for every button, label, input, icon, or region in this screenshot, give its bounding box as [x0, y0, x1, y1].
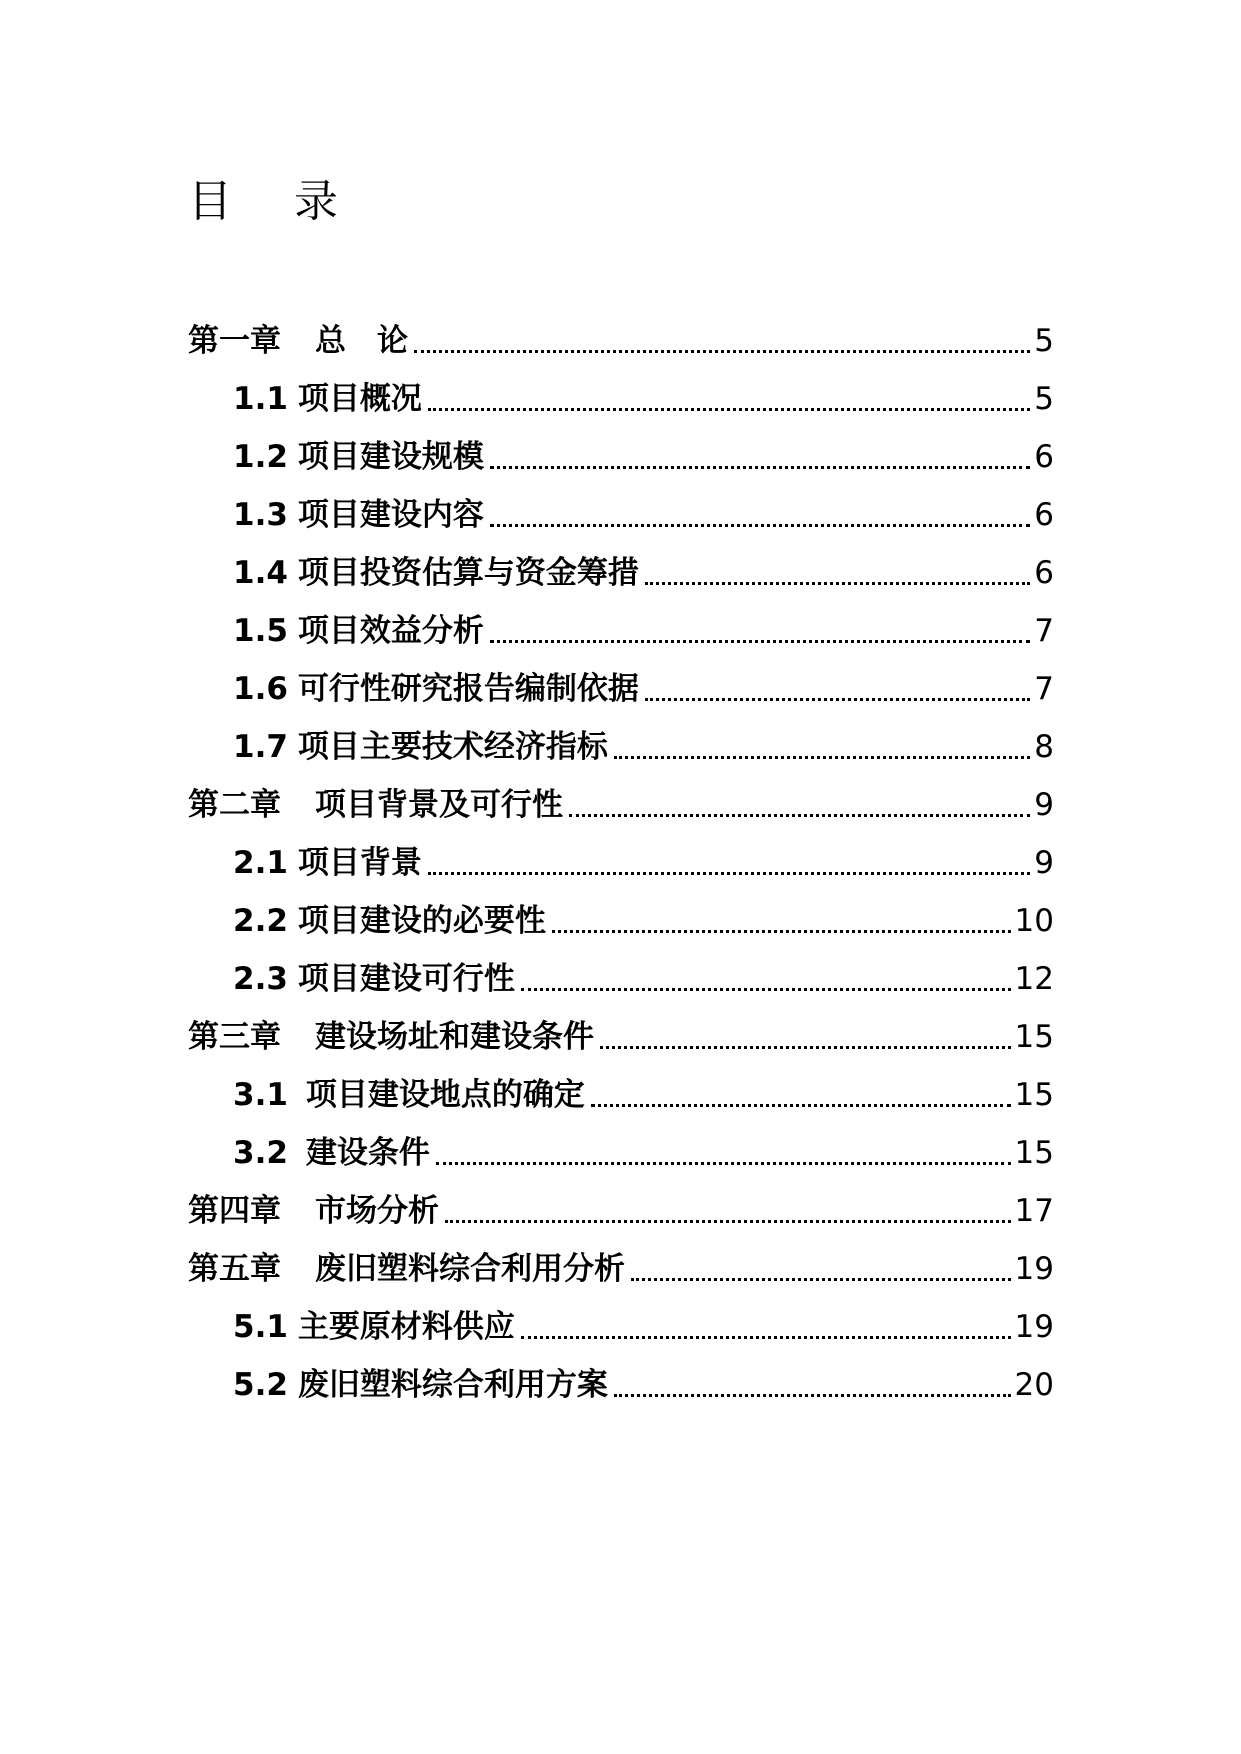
toc-leader-dots: [428, 872, 1030, 875]
toc-page-number: 5: [1034, 381, 1054, 417]
toc-page-number: 19: [1014, 1251, 1054, 1287]
toc-entry-title: 项目投资估算与资金筹措: [297, 555, 639, 591]
toc-leader-dots: [521, 1336, 1011, 1339]
toc-entry-number: 1.2: [233, 439, 288, 475]
toc-entry-label: [233, 666, 639, 712]
toc-page-number: 20: [1014, 1367, 1054, 1403]
toc-entry-number: 1.4: [233, 555, 288, 591]
toc-entry-title: 总 论: [315, 323, 408, 359]
toc-entry-title: 项目建设内容: [297, 497, 484, 533]
toc-page-number: 8: [1034, 729, 1054, 765]
toc-entry-number: 1.3: [233, 497, 288, 533]
toc-entry-title: 项目建设地点的确定: [305, 1077, 585, 1113]
toc-entry-number: 1.5: [233, 613, 288, 649]
toc-entry-label: [233, 1362, 608, 1408]
toc-page-number: 15: [1014, 1077, 1054, 1113]
toc-entry-number: 2.2: [233, 903, 288, 939]
toc-entry-title: 项目背景及可行性: [315, 787, 563, 823]
toc-entry-1-6[interactable]: [233, 666, 1054, 712]
toc-page-number: 10: [1014, 903, 1054, 939]
toc-entry-title: 市场分析: [315, 1193, 439, 1229]
toc-leader-dots: [645, 582, 1030, 585]
toc-entry-chapter-3[interactable]: [188, 1014, 1054, 1060]
toc-entry-label: [233, 1130, 430, 1176]
toc-entry-chapter-2[interactable]: [188, 782, 1054, 828]
toc-entry-label: [188, 1014, 594, 1060]
toc-entry-number: 2.1: [233, 845, 288, 881]
toc-leader-dots: [591, 1104, 1011, 1107]
toc-page-number: 9: [1034, 787, 1054, 823]
toc-page-number: 6: [1034, 439, 1054, 475]
toc-leader-dots: [645, 698, 1030, 701]
toc-entry-number: 第二章: [188, 787, 281, 823]
toc-entry-3-1[interactable]: [233, 1072, 1054, 1118]
toc-heading-char-2: 录: [294, 176, 338, 227]
toc-entry-label: [233, 724, 608, 770]
toc-entry-label: [233, 608, 484, 654]
toc-entry-chapter-1[interactable]: [188, 318, 1054, 364]
toc-leader-dots: [521, 988, 1011, 991]
toc-entry-5-1[interactable]: [233, 1304, 1054, 1350]
toc-entry-title: 项目背景: [297, 845, 422, 881]
toc-entry-label: [188, 782, 563, 828]
toc-entry-2-2[interactable]: [233, 898, 1054, 944]
toc-entry-number: 3.2: [233, 1135, 288, 1171]
toc-entry-title: 废旧塑料综合利用方案: [297, 1367, 608, 1403]
toc-leader-dots: [436, 1162, 1011, 1165]
toc-entry-label: [188, 1188, 439, 1234]
toc-entry-title: 项目建设规模: [297, 439, 484, 475]
toc-leader-dots: [569, 814, 1030, 817]
toc-leader-dots: [490, 524, 1030, 527]
toc-leader-dots: [428, 408, 1030, 411]
toc-entry-number: 1.7: [233, 729, 288, 765]
toc-page-number: 12: [1014, 961, 1054, 997]
toc-entry-2-1[interactable]: [233, 840, 1054, 886]
toc-entry-label: [233, 1304, 515, 1350]
toc-leader-dots: [552, 930, 1011, 933]
toc-entry-title: 可行性研究报告编制依据: [297, 671, 639, 707]
toc-entry-title: 主要原材料供应: [297, 1309, 515, 1345]
toc-entry-label: [233, 898, 546, 944]
toc-entry-label: [233, 376, 422, 422]
toc-page-number: 17: [1014, 1193, 1054, 1229]
toc-entry-label: [233, 956, 515, 1002]
toc-page-number: 19: [1014, 1309, 1054, 1345]
toc-entry-title: 项目建设的必要性: [297, 903, 546, 939]
toc-page-number: 9: [1034, 845, 1054, 881]
toc-leader-dots: [490, 466, 1030, 469]
toc-leader-dots: [445, 1220, 1011, 1223]
toc-entry-title: 项目主要技术经济指标: [297, 729, 608, 765]
toc-entry-number: 第一章: [188, 323, 281, 359]
toc-entry-3-2[interactable]: [233, 1130, 1054, 1176]
toc-entry-chapter-5[interactable]: [188, 1246, 1054, 1292]
toc-entry-label: [233, 492, 484, 538]
toc-page-number: 6: [1034, 497, 1054, 533]
toc-entry-number: 1.1: [233, 381, 288, 417]
toc-entry-label: [188, 318, 408, 364]
toc-entry-5-2[interactable]: [233, 1362, 1054, 1408]
toc-entry-1-5[interactable]: [233, 608, 1054, 654]
toc-entry-title: 废旧塑料综合利用分析: [315, 1251, 625, 1287]
toc-entry-label: [233, 1072, 585, 1118]
toc-leader-dots: [614, 1394, 1011, 1397]
toc-leader-dots: [614, 756, 1030, 759]
toc-entry-label: [188, 1246, 625, 1292]
toc-entry-1-1[interactable]: [233, 376, 1054, 422]
toc-entry-number: 3.1: [233, 1077, 288, 1113]
toc-entry-1-4[interactable]: [233, 550, 1054, 596]
toc-leader-dots: [631, 1278, 1011, 1281]
toc-leader-dots: [600, 1046, 1011, 1049]
toc-page-number: 7: [1034, 671, 1054, 707]
toc-entry-number: 1.6: [233, 671, 288, 707]
toc-entry-label: [233, 434, 484, 480]
toc-entry-chapter-4[interactable]: [188, 1188, 1054, 1234]
toc-entry-number: 5.1: [233, 1309, 288, 1345]
toc-entry-number: 第四章: [188, 1193, 281, 1229]
toc-page-number: 5: [1034, 323, 1054, 359]
toc-entry-number: 5.2: [233, 1367, 288, 1403]
toc-entry-1-3[interactable]: [233, 492, 1054, 538]
toc-entry-number: 第三章: [188, 1019, 281, 1055]
toc-entry-title: 项目建设可行性: [297, 961, 515, 997]
toc-entry-label: [233, 550, 639, 596]
toc-entry-label: [233, 840, 422, 886]
toc-leader-dots: [490, 640, 1030, 643]
toc-entry-1-2[interactable]: [233, 434, 1054, 480]
toc-heading-char-1: 目: [188, 176, 232, 227]
toc-leader-dots: [414, 350, 1030, 353]
toc-entry-number: 第五章: [188, 1251, 281, 1287]
toc-entry-1-7[interactable]: [233, 724, 1054, 770]
toc-entry-title: 建设场址和建设条件: [315, 1019, 594, 1055]
toc-heading: [188, 172, 338, 232]
toc-entry-2-3[interactable]: [233, 956, 1054, 1002]
toc-entry-title: 建设条件: [305, 1135, 430, 1171]
toc-entry-title: 项目效益分析: [297, 613, 484, 649]
toc-page-number: 15: [1014, 1135, 1054, 1171]
toc-page-number: 15: [1014, 1019, 1054, 1055]
toc-entry-title: 项目概况: [297, 381, 422, 417]
toc-entry-number: 2.3: [233, 961, 288, 997]
toc-page-number: 7: [1034, 613, 1054, 649]
toc-page-number: 6: [1034, 555, 1054, 591]
